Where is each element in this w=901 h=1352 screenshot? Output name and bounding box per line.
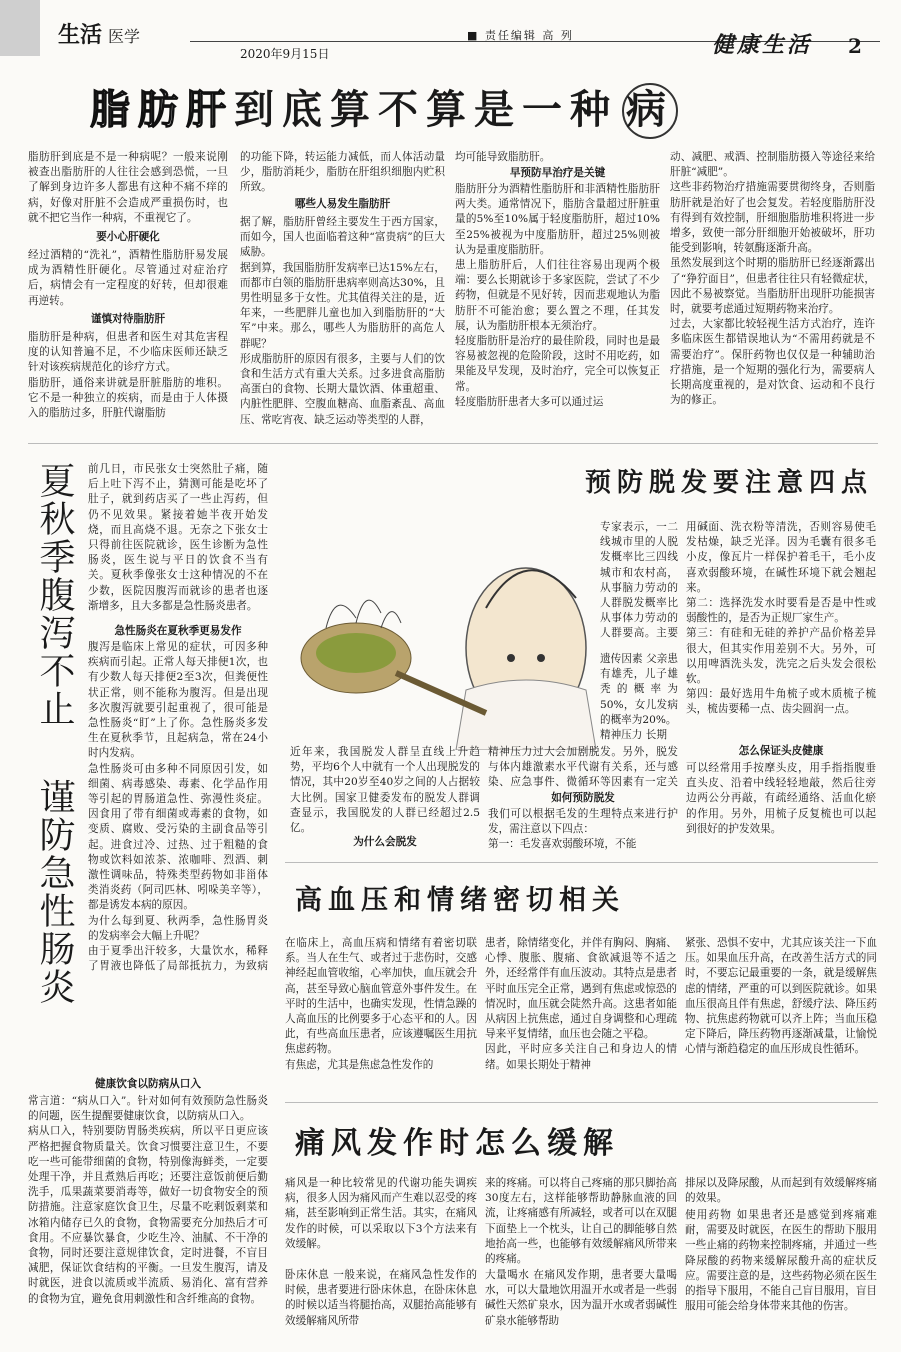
a3-sub-why: 为什么会脱发 bbox=[353, 836, 417, 848]
a1-col1-p3: 脂肪肝是种病，但患者和医生对其危害程度的认知普遍不足，不少临床医师还缺乏针对该疾病规范化的诊疗方式。 脂肪肝，通俗来讲就是肝脏脂肪的堆积。它不是一种独立的疾病，而是由于人体摄入的脂肪过多，肝脏代谢脂肪 bbox=[28, 331, 228, 420]
a5-col1b: 卧床休息 一般来说，在痛风急性发作的时候，患者要进行卧床休息，在卧床休息的时候以适当将腿抬高，双腿抬高能够有效缓解痛风所带 bbox=[285, 1269, 477, 1327]
a1-col3-p2: 脂肪肝分为酒精性脂肪肝和非酒精性脂肪肝两大类。通常情况下，脂肪含量超过肝脏重量的5%至10%属于轻度脂肪肝，超过10%至25%被视为中度脂肪肝，超过25%则被认为是重度脂肪肝。 患上脂肪肝后，人们往往容易出现两个极端：要么长期就诊于多家医院，尝试了不少药物，但就是不见好转，因而悲观地认为脂肪肝不可能治愈；要么置之不理，任其发展，认为脂肪肝根本无须治疗。 轻度脂肪肝是治疗的最佳阶段，同时也是最容易被忽视的危险阶段，这时不用吃药，如果能及早发现，及时治疗，完全可以恢复正常。 轻度脂肪肝患者大多可以通过运 bbox=[455, 183, 660, 408]
section-divider-3 bbox=[285, 1102, 878, 1103]
a5-title: 痛风发作时怎么缓解 bbox=[295, 1126, 619, 1161]
headline-part-c: 病 bbox=[622, 83, 678, 139]
a3-right-col2: 可以经常用手按摩头皮，用手指指腹垂直头皮、沿着中线轻轻地敲，然后往旁边两公分再敲，有疏经通络、活血化瘀的作用。另外，用梳子反复梳也可以起到很好的护发效果。 bbox=[686, 762, 876, 835]
a2-sub1: 急性肠炎在夏秋季更易发作 bbox=[114, 625, 242, 637]
a1-col1-p1: 脂肪肝到底是不是一种病呢？一般来说刚被查出脂肪肝的人往往会感到恐慌，一旦了解到身边许多人都患有这种不痛不痒的病，好像对肝脏不会造成严重损伤时，也就不把它当作一种病，不重视它了。 bbox=[28, 151, 228, 224]
headline-fatty-liver bbox=[90, 78, 678, 139]
a5-col2b: 大量喝水 在痛风发作期，患者要大量喝水，可以大量地饮用温开水或者是一些弱碱性天然矿泉水，因为温开水或者弱碱性矿泉水能够帮助 bbox=[485, 1269, 677, 1327]
header-gray-block bbox=[0, 0, 40, 56]
issue-date: 2020年9月15日 bbox=[240, 47, 330, 61]
a1-col4: 动、减肥、戒酒、控制脂肪摄入等途径来给肝脏“减肥”。 这些非药物治疗措施需要贯彻终身，否则脂肪肝就是治好了也会复发。若轻度脂肪肝没有得到有效控制，肝细胞脂肪堆积将进一步增多，致使一部分肝细胞开始被破坏，肝功能受到影响，转氨酶逐渐升高。 虽然发展到这个时期的脂肪肝已经逐渐露出了“狰狞面目”，但患者往往只有轻微症状，因此不易被察觉。当脂肪肝出现肝功能损害时，就要考虑通过短期药物来治疗。 过去，大家都比较轻视生活方式治疗，连许多临床医生都错误地认为“不需用药就是不需要治疗”。保肝药物也仅仅是一种辅助治疗措施，是一个短期的强化行为，需要病人长期高度重视的，是对饮食、运动和不良行为的修正。 bbox=[670, 151, 875, 407]
a2-p2-wide bbox=[28, 972, 268, 1077]
page-number: 2 bbox=[848, 34, 862, 58]
a5-col3b: 使用药物 如果患者还是感觉到疼痛难耐，需要及时就医，在医生的帮助下服用一些止痛的药物来控制疼痛，并通过一些降尿酸的药物来缓解尿酸升高的症状反应。需要注意的是，这些药物必须在医生的指导下服用，不能自己盲目服用，盲目服用可能会给身体带来其他的伤害。 bbox=[685, 1209, 877, 1313]
a5-col3: 排尿以及降尿酸，从而起到有效缓解疼痛的效果。 bbox=[685, 1177, 877, 1205]
illus-shirt bbox=[456, 680, 596, 750]
a3-reasons: 遗传因素 父亲患有雄秃，儿子雄秃的概率为50%，女儿发病的概率为20%。 精神压力 长期 bbox=[600, 653, 678, 742]
a3-title: 预防脱发要注意四点 bbox=[585, 468, 874, 498]
a4-col1: 在临床上，高血压病和情绪有着密切联系。当人在生气、或者过于悲伤时，交感神经起血管收缩，心率加快，血压就会升高，甚至导致心脑血管意外事件发生。在平时的生活中，也确实发现，性情急躁的人高血压的比例要多于心态平和的人。因此，有些高血压患者，应该遵嘱医生用抗焦虑药物。 有焦虑，尤其是焦虑急性发作的 bbox=[285, 937, 477, 1071]
masthead: 健康生活 bbox=[712, 32, 813, 58]
a2-p3: 常言道：“病从口入”。针对如何有效预防急性肠炎的问题，医生提醒要健康饮食，以防病从口入。 病从口入，特别要防胃肠类疾病，所以平日更应该严格把握食物质量关。饮食习惯要注意卫生，不要吃一些可能带细菌的食物，特别像海鲜类，一定要处理干净，并且煮熟后再吃；还要注意饭前便后勤洗手，瓜果蔬菜要消毒等，做好一切食物安全的预防措施。注意家庭饮食卫生，尽量不吃剩饭剩菜和冰箱内储存已久的食物，食物需要充分加热后才可食用。不应暴饮暴食，少吃生冷、油腻、不干净的食物，同时还要注意规律饮食，定时进餐，不盲目减肥，保证饮食结构的平衡。一旦发生腹泻，请及时就医，进食以流质或半流质、易消化、富有营养的食物为宜，避免食用刺激性和含纤维高的食物。 bbox=[28, 1095, 268, 1305]
a4-title: 高血压和情绪密切相关 bbox=[295, 885, 625, 916]
a1-col2-p1: 的功能下降，转运能力减低，而人体活动量少，脂肪消耗少，脂肪在肝组织细胞内贮积所致。 bbox=[240, 151, 445, 194]
a4-col3: 紧张、恐惧不安中，尤其应该关注一下血压。如果血压升高，在改善生活方式的同时，不要忘记最重要的一条，就是缓解焦虑的情绪，严重的可以到医院就诊。如果血压很高且伴有焦虑，舒缓疗法、降压药物、抗焦虑药物就可以齐上阵；当血压稳定下降后，降压药物再逐渐减量，让愉悦心情与渐趋稳定的血压形成良性循环。 bbox=[685, 937, 877, 1056]
a2-title-a: 夏秋季腹泻不止 bbox=[34, 462, 75, 728]
a3-right-col: 用碱面、洗衣粉等清洗，否则容易使毛发枯燥，缺乏光泽。因为毛囊有很多毛小皮，像瓦片一样保护着毛干，毛小皮喜欢弱酸环境，在碱性环境下就会翘起来。 第二：选择洗发水时要看是否是中性或弱酸性的，是否为正规厂家生产。 第三：有硅和无硅的养护产品价格差异很大，但其实作用差别不大。另外，可以用啤酒洗头发，洗完之后头发会很松软。 第四：最好选用牛角梳子或木质梳子梳头，梳齿要稀一点、齿尖圆润一点。 bbox=[686, 521, 876, 716]
a1-col3-sub1: 早预防早治疗是关键 bbox=[509, 167, 606, 179]
a2-p2: 腹泻是临床上常见的症状，可因多种疾病而引起。正常人每天排便1次，也有少数人每天排便2至3次，但粪便性状正常，则不能称为腹泻。但是出现多次腹泻就要引起重视了，很可能是急性肠炎“盯”上了你。急性肠炎多发生在夏秋季节，且起病急，常在24小时内发病。 急性肠炎可由多种不同原因引发，如细菌、病毒感染、毒素、化学品作用等引起的胃肠道急性、弥漫性炎症。因食用了带有细菌或毒素的食物，如变质、腐败、受污染的主副食品等引起。进食过冷、过热、过于粗糙的食物或饮料如浓茶、浓咖啡、烈酒、刺激性调味品，特殊类型药物如非甾体类消炎药（阿司匹林、吲哚美辛等），都是诱发本病的原因。 为什么每到夏、秋两季，急性肠胃炎的发病率会大幅上升呢？ 由于夏季出汗较多，大量饮水，稀释了胃液也降低了局部抵抗力，为致病 bbox=[88, 641, 268, 972]
headline-part-a: 脂肪肝 bbox=[90, 87, 234, 133]
section-divider-1 bbox=[28, 443, 878, 444]
a3-sub-prevent: 如何预防脱发 bbox=[551, 792, 615, 804]
illus-hair-clumps bbox=[316, 633, 396, 673]
illus-eye-left bbox=[507, 654, 515, 662]
a5-col1: 痛风是一种比较常见的代谢功能失调疾病，很多人因为痛风而产生难以忍受的疼痛，甚至影响到正常生活。其实，在痛风发作的时候，可以采取以下3个方法来有效缓解。 bbox=[285, 1177, 477, 1250]
a3-bottom-mid: 精神压力过大会加剧脱发。另外，脱发与体内雄激素水平代谢有关系，还与感染、应急事件、微循环等因素有一定关 bbox=[488, 746, 678, 789]
a3-bottom-mid2: 我们可以根据毛发的生理特点来进行护发，需注意以下四点： 第一：毛发喜欢弱酸环境，不能 bbox=[488, 808, 678, 851]
a1-col2-p2: 据了解，脂肪肝曾经主要发生于西方国家，而如今，国人也面临着这种“富贵病”的巨大威胁。 据到算，我国脂肪肝发病率已达15%左右，而都市白领的脂肪肝患病率则高达30%，且男性明显多于女性。尤其值得关注的是，近年来，一些肥胖儿童也加入到脂肪肝的“大军”中来。那么，哪些人为脂肪肝的高危人群呢？ 形成脂肪肝的原因有很多，主要与人们的饮食和生活方式有重大关系。过多进食高脂肪高蛋白的食物、长期大量饮酒、体重超重、内脏性肥胖、空腹血糖高、血脂紊乱、高血压、常吃宵夜、缺乏运动等类型的人群， bbox=[240, 216, 445, 426]
a3-sub-care: 怎么保证头皮健康 bbox=[738, 745, 824, 757]
a1-col2-sub1: 哪些人易发生脂肪肝 bbox=[294, 198, 391, 210]
a2-sub2: 健康饮食以防病从口入 bbox=[95, 1078, 201, 1090]
headline-part-b: 到底算不算是一种 bbox=[234, 87, 618, 133]
section-main: 生活 bbox=[58, 23, 103, 48]
editor-credit: ■ 责任编辑 高 列 bbox=[467, 29, 574, 42]
section-label bbox=[58, 18, 140, 49]
a1-col3-p1: 均可能导致脂肪肝。 bbox=[455, 151, 551, 163]
a3-intro: 专家表示，一二线城市里的人脱发概率比三四线城市和农村高，从事脑力劳动的人群脱发概率比从事体力劳动的人群要高。主要 bbox=[600, 521, 678, 640]
a1-col1-sub1: 要小心肝硬化 bbox=[96, 231, 160, 243]
a1-col1-p2: 经过酒精的“洗礼”，酒精性脂肪肝易发展成为酒精性肝硬化。尽管通过对症治疗后，病情会有一定程度的好转，但却很难再逆转。 bbox=[28, 249, 228, 307]
a2-p1: 前几日，市民张女士突然肚子痛，随后上吐下泻不止，猜测可能是吃坏了肚子，就到药店买了一些止泻药，但仍不见效果。紧接着她半夜开始发烧，而且高烧不退。无奈之下张女士只得前往医院就诊，医生诊断为急性肠炎，医生说与平日的饮食不当有关。夏秋季像张女士这种情况的不在少数，医院因腹泻而就诊的患者也逐渐增多，且大多都是急性肠炎患者。 bbox=[88, 463, 268, 612]
a3-bottom-left: 近年来，我国脱发人群呈直线上升趋势，平均6个人中就有一个人出现脱发的情况，其中20岁至40岁之间的人占据较大比例。国家卫健委发布的脱发人群调查显示，我国脱发的人群已经超过2.5亿。 bbox=[290, 746, 480, 835]
a1-col1-sub2: 谨慎对待脂肪肝 bbox=[90, 313, 166, 325]
a4-col2: 患者，除情绪变化，并伴有胸闷、胸痛、心悸、腹胀、腹痛、食欲减退等不适之外，还经常伴有血压波动。其特点是患者平时血压完全正常，遇到有焦虑或惊恐的情况时，血压就会陡然升高。这患者如能从病因上抗焦虑，通过自身调整和心理疏导来平复情绪，血压也会随之平稳。 因此，平时应多关注自己和身边人的情绪。如果长期处于精神 bbox=[485, 937, 677, 1071]
illus-eye-right bbox=[537, 654, 545, 662]
a5-col2: 来的疼痛。可以将自己疼痛的那只脚抬高30度左右，这样能够帮助静脉血液的回流，让疼痛感有所减轻，或者可以在双腿下面垫上一个枕头，让自己的脚能够自然地抬高一些，也能够有效缓解痛风所带来的疼痛。 bbox=[485, 1177, 677, 1266]
a2-title-b: 谨防急性肠炎 bbox=[34, 778, 75, 1006]
hair-loss-illustration bbox=[296, 508, 596, 750]
section-divider-2 bbox=[285, 862, 878, 863]
section-sub: 医学 bbox=[108, 27, 141, 46]
